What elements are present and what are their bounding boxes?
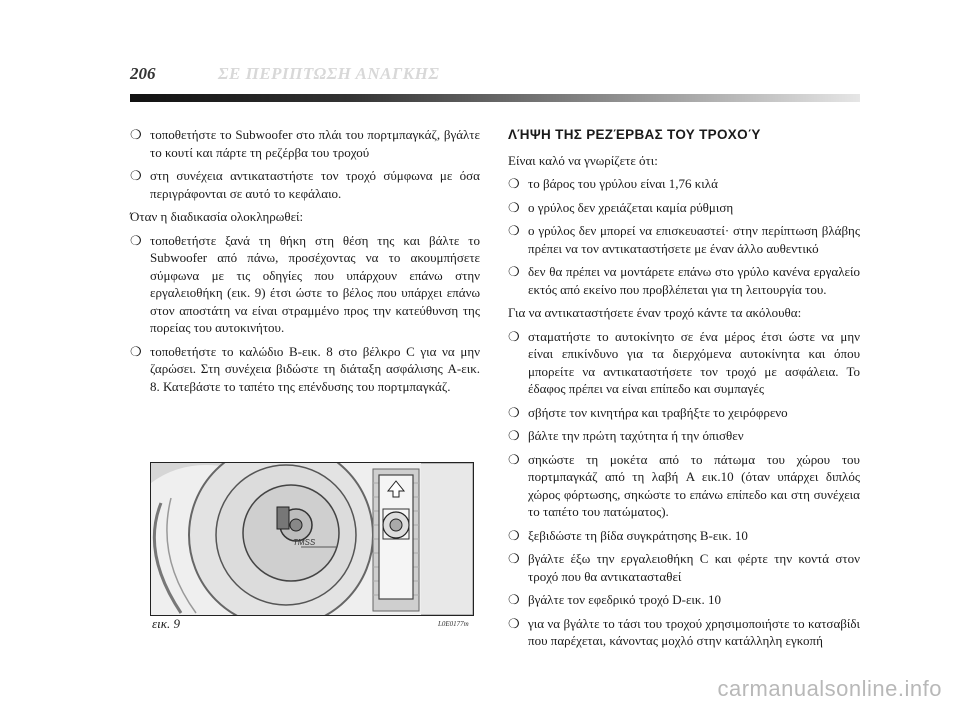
list-item: ❍ στη συνέχεια αντικαταστήστε τον τροχό σύμφωνα με όσα περιγράφονται σε αυτό το κεφάλαιο. [130,168,480,201]
list-item: ❍ βγάλτε έξω την εργαλειοθήκη C και φέρτε την κοντά στον τροχό που θα αντικατασταθεί [508,551,860,584]
figure-code: L0E0177m [438,620,469,628]
spare-wheel-illustration [151,463,473,615]
bullet-icon: ❍ [130,127,142,142]
bullet-icon: ❍ [508,592,520,607]
list-item: ❍ σβήστε τον κινητήρα και τραβήξτε το χειρόφρενο [508,404,788,420]
intro-paragraph: Όταν η διαδικασία ολοκληρωθεί: [130,209,304,224]
list-item: ❍ βάλτε την πρώτη ταχύτητα ή την όπισθεν [508,428,744,443]
procedure-paragraph: Για να αντικαταστήσετε έναν τροχό κάντε τα ακόλουθα: [508,305,802,320]
bullet-icon: ❍ [508,199,520,215]
figure-spare-wheel-photo [150,462,474,616]
bullet-icon: ❍ [508,328,520,344]
list-item: ❍ για να βγάλτε το τάσι του τροχού χρησιμοποιήστε το κατσαβίδι που παρέχεται, κάνοντας μοχλό στην κατάλληλη εγκοπή [508,615,860,648]
bullet-icon: ❍ [130,232,142,248]
list-item: ❍ το βάρος του γρύλου είναι 1,76 κιλά [508,176,718,191]
list-item: ❍ τοποθετήστε το Subwoofer στο πλάι του πορτμπαγκάζ, βγάλτε το κουτί και πάρτε τη ρεζέρβα του τροχού [130,127,480,160]
intro-paragraph: Είναι καλό να γνωρίζετε ότι: [508,152,658,168]
header-rule [130,94,860,102]
bullet-icon: ❍ [508,527,520,543]
bullet-icon: ❍ [508,615,520,631]
figure-caption: εικ. 9 [152,616,180,631]
bullet-icon: ❍ [508,551,520,566]
watermark: carmanualsonline.info [717,676,942,701]
bullet-icon: ❍ [508,223,520,238]
bullet-icon: ❍ [508,176,520,191]
list-item: ❍ ο γρύλος δεν χρειάζεται καμία ρύθμιση [508,199,734,215]
list-item: ❍ ξεβιδώστε τη βίδα συγκράτησης B-εικ. 10 [508,527,748,543]
bullet-icon: ❍ [508,264,520,279]
bullet-icon: ❍ [130,168,142,183]
bullet-icon: ❍ [508,404,520,420]
chapter-title: ΣΕ ΠΕΡΙΠΤΩΣΗ ΑΝΑΓΚΗΣ [218,64,440,83]
right-column [508,126,860,656]
left-column [130,126,480,401]
bullet-icon: ❍ [508,428,520,443]
list-item: ❍ δεν θα πρέπει να μοντάρετε επάνω στο γρύλο κανένα εργαλείο εκτός από εκείνο που προβλέπεται για τη λειτουργία του. [508,264,860,297]
page-number: 206 [130,64,156,83]
figure-label-text: TMSS [293,538,316,547]
list-item: ❍ βγάλτε τον εφεδρικό τροχό D-εικ. 10 [508,592,721,607]
section-title: ΛΉΨΗ ΤΗΣ ΡΕΖΈΡΒΑΣ ΤΟΥ ΤΡΟΧΟΎ [508,127,761,142]
list-item: ❍ ο γρύλος δεν μπορεί να επισκευαστεί· στην περίπτωση βλάβης πρέπει να τον αντικαταστήσετε με έναν άλλο αυθεντικό [508,223,860,256]
list-item: ❍ σηκώστε τη μοκέτα από το πάτωμα του χώρου του πορτμπαγκάζ από τη λαβή A εικ.10 (όταν υπάρχει διπλός χώρος φόρτωσης, σηκώστε το επάνω επίπεδο και στη συνέχεια το ταπέτο του πατώματος). [508,451,860,519]
bullet-icon: ❍ [508,451,520,467]
bullet-icon: ❍ [130,343,142,359]
list-item: ❍ τοποθετήστε ξανά τη θήκη στη θέση της και βάλτε το Subwoofer από πάνω, προσέχοντας να το ακουμπήσετε σύμφωνα με τις οδηγίες που υπάρχουν επάνω στην εργαλειοθήκη (εικ. 9) έτσι ώστε το βέλος που υπάρχει επάνω στον αποστάτη να είναι στραμμένο προς την κατεύθυνση της πορείας του αυτοκινήτου. [130,232,480,335]
list-item: ❍ σταματήστε το αυτοκίνητο σε ένα μέρος έτσι ώστε να μην είναι επικίνδυνο για τα διερχόμενα αυτοκίνητα και όπου μπορείτε να αντικαταστήσετε τον τροχό με ασφάλεια. Το έδαφος πρέπει να είναι επίπεδο και συμπαγές [508,328,860,396]
list-item: ❍ τοποθετήστε το καλώδιο B-εικ. 8 στο βέλκρο C για να μην ζαρώσει. Στη συνέχεια βιδώστε τη διάταξη ασφάλισης A-εικ. 8. Κατεβάστε το ταπέτο της επένδυσης του πορτμπαγκάζ. [130,343,480,394]
